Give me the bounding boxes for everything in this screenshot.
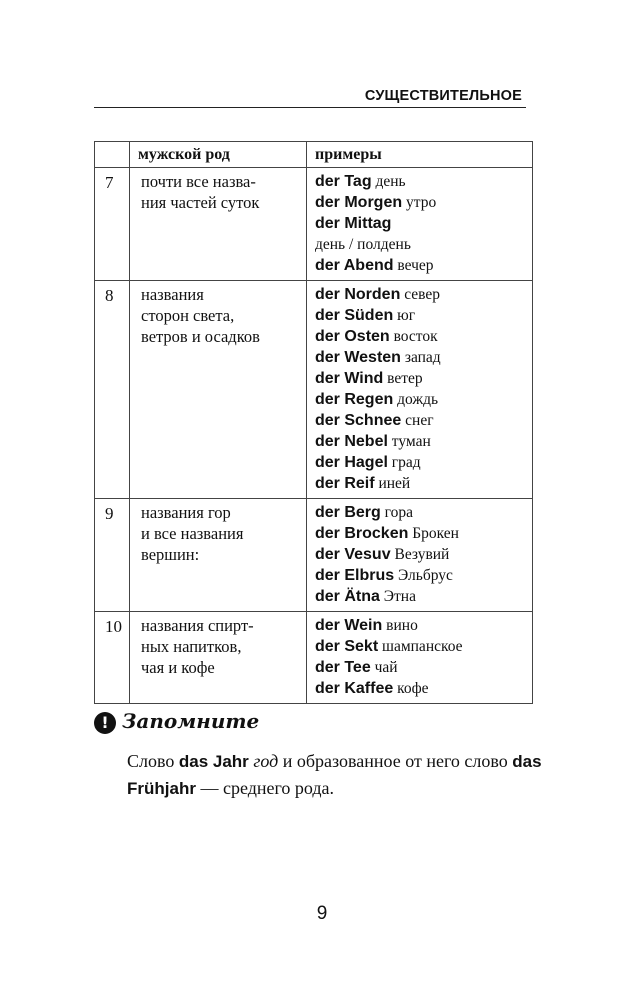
category-line: ния частей суток [141, 193, 260, 212]
german-noun: der Tee [315, 659, 371, 676]
german-noun: der Regen [315, 391, 394, 408]
example-line [315, 615, 532, 636]
german-noun: der Hagel [315, 454, 388, 471]
remember-note [127, 748, 547, 802]
german-noun: der Ätna [315, 588, 380, 605]
row-number: 7 [95, 168, 130, 281]
note-translation: год [253, 751, 279, 771]
german-noun: der Morgen [315, 194, 403, 211]
russian-translation: туман [391, 433, 431, 450]
note-text: и образованное от него слово [278, 751, 513, 771]
german-noun: der Wind [315, 370, 384, 387]
russian-translation: вечер [397, 257, 434, 274]
row-number: 9 [95, 499, 130, 612]
german-noun: der Wein [315, 617, 383, 634]
example-line [315, 657, 532, 678]
section-title: СУЩЕСТВИТЕЛЬНОЕ [364, 88, 522, 104]
russian-translation: снег [405, 412, 434, 429]
examples-cell [307, 168, 533, 281]
example-line [315, 284, 532, 305]
header-rule [94, 107, 526, 108]
category-line: названия [141, 285, 204, 304]
example-line [315, 523, 532, 544]
russian-translation: дождь [397, 391, 439, 408]
exclamation-circle-icon: ! [94, 712, 116, 734]
german-noun: der Nebel [315, 433, 388, 450]
russian-translation: север [404, 286, 441, 303]
example-line [315, 410, 532, 431]
category-line: названия спирт- [141, 616, 254, 635]
example-line [315, 347, 532, 368]
example-line [315, 586, 532, 607]
header-number [95, 142, 130, 168]
category-cell [130, 499, 307, 612]
example-line [315, 544, 532, 565]
german-noun: der Osten [315, 328, 390, 345]
russian-translation: запад [404, 349, 441, 366]
examples-cell [307, 281, 533, 499]
category-cell [130, 281, 307, 499]
russian-translation: восток [393, 328, 438, 345]
russian-translation: чай [374, 659, 398, 676]
german-noun: der Westen [315, 349, 401, 366]
category-line: ных напитков, [141, 637, 242, 656]
german-noun: der Kaffee [315, 680, 394, 697]
table-header-row [95, 142, 533, 168]
example-line [315, 171, 532, 192]
russian-translation: утро [406, 194, 437, 211]
table-row [95, 499, 533, 612]
row-number: 10 [95, 612, 130, 704]
note-text: — среднего рода. [195, 778, 335, 798]
german-noun: der Tag [315, 173, 372, 190]
table-row [95, 281, 533, 499]
remember-title: Запомните [122, 709, 260, 733]
german-noun: der Berg [315, 504, 381, 521]
russian-translation: день [375, 173, 406, 190]
example-line [315, 636, 532, 657]
category-line: вершин: [141, 545, 200, 564]
german-noun: der Sekt [315, 638, 379, 655]
example-line [315, 502, 532, 523]
german-noun: der Reif [315, 475, 375, 492]
row-number: 8 [95, 281, 130, 499]
examples-cell [307, 499, 533, 612]
russian-translation: юг [397, 307, 416, 324]
example-line [315, 389, 532, 410]
german-noun: der Elbrus [315, 567, 395, 584]
russian-translation: кофе [397, 680, 429, 697]
example-line [315, 431, 532, 452]
header-masculine: мужской род [130, 142, 307, 168]
german-noun: der Brocken [315, 525, 409, 542]
table-row [95, 612, 533, 704]
example-line [315, 192, 532, 213]
category-line: и все названия [141, 524, 244, 543]
russian-translation: град [391, 454, 421, 471]
russian-translation: день / полдень [315, 236, 411, 253]
russian-translation: гора [384, 504, 414, 521]
russian-translation: иней [378, 475, 411, 492]
russian-translation: Эльбрус [398, 567, 453, 584]
russian-translation: вино [386, 617, 418, 634]
category-line: чая и кофе [141, 658, 215, 677]
german-noun: der Schnee [315, 412, 402, 429]
note-term-das-jahr: das Jahr [178, 752, 249, 771]
category-cell [130, 168, 307, 281]
german-noun: der Vesuv [315, 546, 391, 563]
russian-translation: Этна [383, 588, 416, 605]
example-line [315, 368, 532, 389]
german-noun: der Mittag [315, 215, 392, 232]
masculine-nouns-table [94, 141, 533, 704]
category-line: ветров и осадков [141, 327, 260, 346]
russian-translation: ветер [387, 370, 423, 387]
note-term-das-fruehjahr: das Frühjahr [127, 752, 542, 798]
category-cell [130, 612, 307, 704]
example-line [315, 234, 532, 255]
example-line [315, 678, 532, 699]
example-line [315, 473, 532, 494]
note-text: Слово [127, 751, 179, 771]
russian-translation: Брокен [412, 525, 459, 542]
example-line [315, 255, 532, 276]
german-noun: der Süden [315, 307, 394, 324]
table-row [95, 168, 533, 281]
example-line [315, 305, 532, 326]
table-body [95, 168, 533, 704]
example-line [315, 452, 532, 473]
russian-translation: Везувий [394, 546, 450, 563]
russian-translation: шампанское [382, 638, 463, 655]
category-line: названия гор [141, 503, 231, 522]
header-examples: примеры [307, 142, 533, 168]
example-line [315, 213, 532, 234]
examples-cell [307, 612, 533, 704]
category-line: сторон света, [141, 306, 235, 325]
german-noun: der Norden [315, 286, 401, 303]
example-line [315, 565, 532, 586]
example-line [315, 326, 532, 347]
page-number: 9 [316, 903, 328, 924]
category-line: почти все назва- [141, 172, 256, 191]
german-noun: der Abend [315, 257, 394, 274]
